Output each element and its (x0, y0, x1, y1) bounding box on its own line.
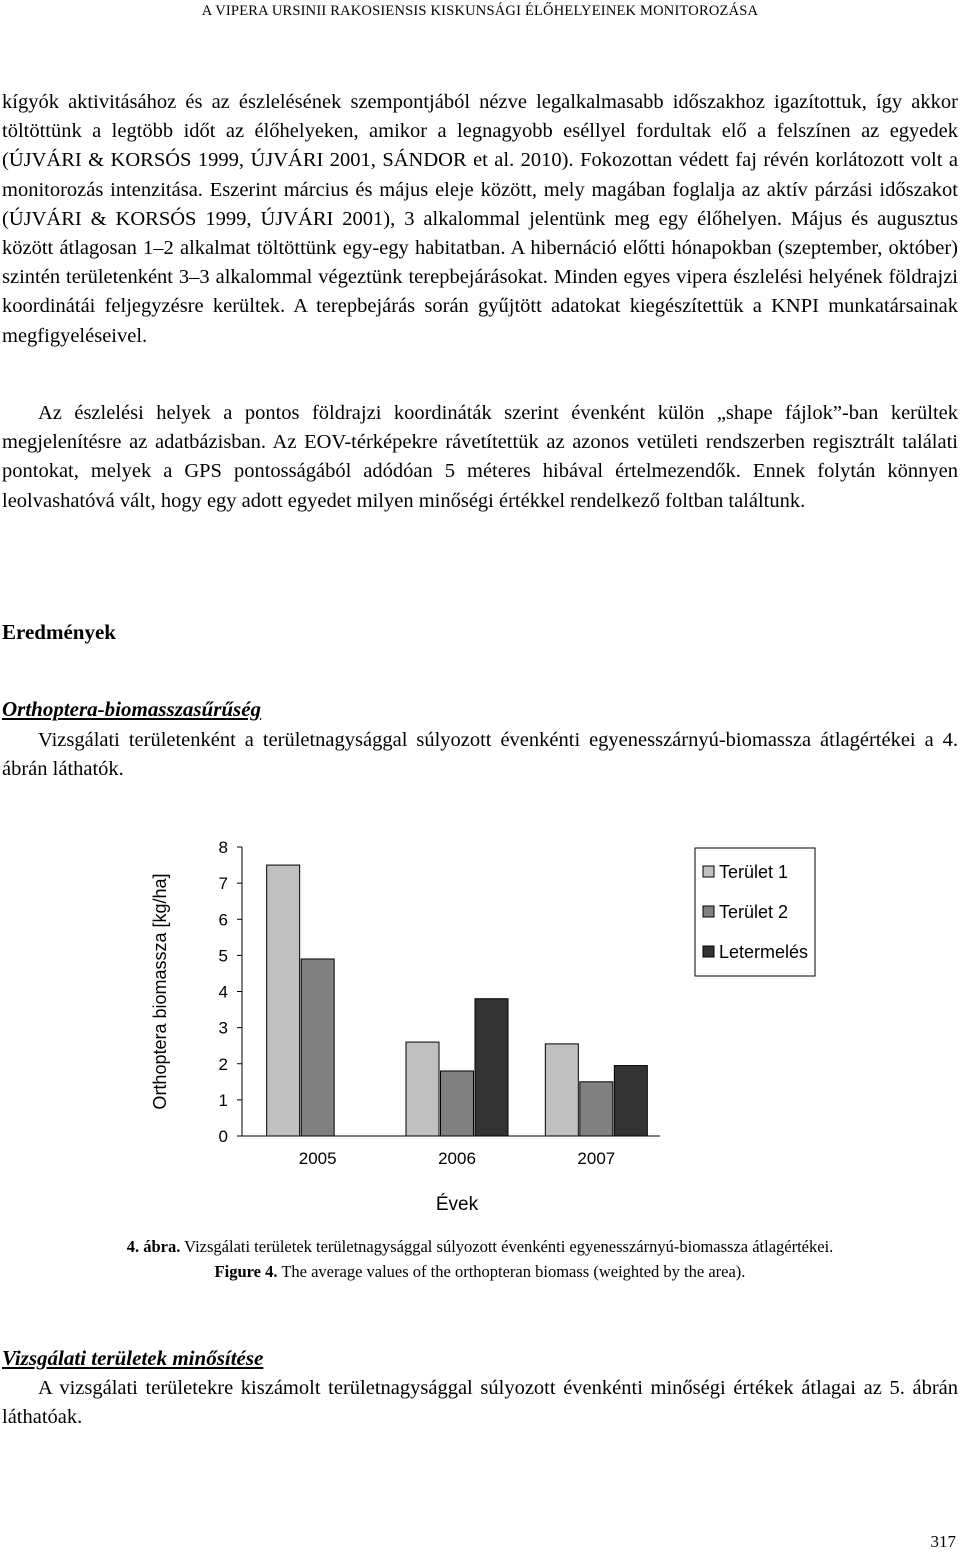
y-tick-label: 5 (218, 946, 228, 966)
y-tick-label: 4 (218, 982, 228, 1002)
subsection-text-quality: A vizsgálati területekre kiszámolt területnagysággal súlyozott évenkénti minőségi értékek átlagai az 5. ábrán láthatóak. (2, 1377, 958, 1429)
subsection-title-quality: Vizsgálati területek minősítése (2, 1346, 264, 1370)
y-tick-label: 7 (218, 874, 228, 894)
legend-swatch (703, 946, 714, 957)
bar-terület-1-2006 (406, 1042, 439, 1136)
figure-caption-hu (0, 1234, 960, 1259)
legend-label: Terület 2 (719, 902, 789, 922)
y-tick-label: 8 (218, 838, 228, 857)
legend-label: Terület 1 (719, 862, 789, 882)
y-tick-label: 1 (218, 1090, 228, 1110)
biomass-bar-chart (140, 820, 830, 1220)
page-number: 317 (930, 1532, 956, 1551)
bar-letermelés-2007 (614, 1066, 647, 1136)
x-axis-label: Évek (435, 1194, 479, 1215)
y-axis-label: Orthoptera biomassza [kg/ha] (150, 873, 170, 1110)
y-tick-label: 6 (218, 910, 228, 930)
x-tick-label: 2006 (438, 1149, 476, 1168)
subsection-title-biomass: Orthoptera-biomasszasűrűség (2, 697, 262, 721)
legend-swatch (703, 866, 714, 877)
y-tick-label: 0 (218, 1127, 228, 1146)
figure-label-en: Figure 4. (214, 1262, 278, 1281)
figure-caption-en-text: The average values of the orthopteran biomass (weighted by the area). (277, 1262, 746, 1281)
figure-caption-en (0, 1259, 960, 1284)
y-tick-label: 3 (218, 1018, 228, 1038)
bar-terület-1-2007 (545, 1044, 578, 1136)
y-tick-label: 2 (218, 1054, 228, 1074)
bar-terület-2-2006 (441, 1071, 474, 1136)
subsection-text-biomass: Vizsgálati területenként a területnagysággal súlyozott évenkénti egyenesszárnyú-biomassza átlagértékei a 4. ábrán láthatók. (2, 729, 958, 781)
section-title: Eredmények (2, 620, 116, 644)
body-paragraph-1: kígyók aktivitásához és az észlelésének szempontjából nézve legalkalmasabb időszakhoz igazítottuk, így akkor töltöttünk a legtöbb időt az élőhelyeken, amikor a legnagyobb eséllyel fordultak elő a felszínen az egyedek (ÚJVÁRI & KORSÓS 1999, ÚJVÁRI 2001, SÁNDOR et al. 2010). Fokozottan védett faj révén korlátozott volt a monitorozás intenzitása. Eszerint március és május eleje között, mely magában foglalja az aktív párzási időszakot (ÚJVÁRI & KORSÓS 1999, ÚJVÁRI 2001), 3 alkalommal jelentünk meg egy élőhelyen. Május és augusztus között átlagosan 1–2 alkalmat töltöttünk egy-egy habitatban. A hibernáció előtti hónapokban (szeptember, október) szintén területenként 3–3 alkalommal végeztünk terepbejárásokat. Minden egyes vipera észlelési helyének földrajzi koordinátái feljegyzésre kerültek. A terepbejárás során gyűjtött adatokat kiegészítettük a KNPI munkatársainak megfigyeléseivel. (2, 91, 958, 347)
bar-terület-1-2005 (267, 865, 300, 1136)
legend-label: Letermelés (719, 942, 809, 962)
bar-terület-2-2007 (580, 1082, 613, 1136)
body-paragraph-2: Az észlelési helyek a pontos földrajzi koordináták szerint évenként külön „shape fájlok”-ban kerültek megjelenítésre az adatbázisban. Az EOV-térképekre rávetítettük az azonos vetületi rendszerben regisztrált találati pontokat, melyek a GPS pontosságából adódóan 5 méteres hibával értelmezendők. Ennek folytán könnyen leolvashatóvá vált, hogy egy adott egyedet milyen minőségi értékkel rendelkező foltban találtunk. (2, 402, 958, 512)
running-header: A VIPERA URSINII RAKOSIENSIS KISKUNSÁGI ÉLŐHELYEINEK MONITOROZÁSA (201, 3, 759, 19)
bar-terület-2-2005 (301, 959, 334, 1136)
figure-label-hu: 4. ábra. (126, 1237, 181, 1256)
x-tick-label: 2007 (577, 1149, 616, 1168)
x-tick-label: 2005 (298, 1149, 337, 1168)
legend-swatch (703, 906, 714, 917)
figure-caption-hu-text: Vizsgálati területek területnagysággal súlyozott évenkénti egyenesszárnyú-biomassza átlagértékei. (180, 1237, 834, 1256)
bar-letermelés-2006 (475, 999, 508, 1136)
